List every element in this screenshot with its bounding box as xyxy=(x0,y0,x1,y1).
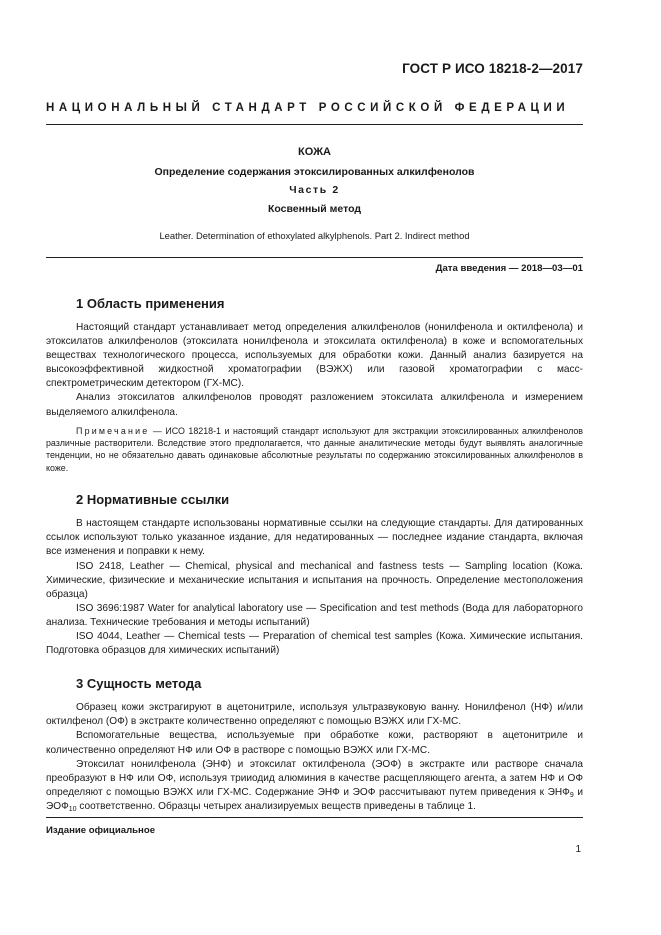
document-title: КОЖА xyxy=(297,146,331,158)
subscript: 9 xyxy=(569,791,574,799)
main-content xyxy=(46,296,583,814)
note-label: Примечание xyxy=(76,425,150,436)
text-run: Этоксилат нонилфенола (ЭНФ) и этоксилат октилфенола (ЭОФ) в экстракте или растворе сначала преобразуют в НФ или ОФ, используя трииодид алюминия в качестве расщепляющего агента, а затем НФ и ОФ определяют с помощью ВЭЖХ или ГХ-МС. Содержание ЭНФ и ЭОФ рассчитывают путем приведения к ЭНФ xyxy=(46,758,583,798)
top-divider xyxy=(46,124,583,125)
note-text: — ИСО 18218-1 и настоящий стандарт используют для экстракции этоксилированных алкилфенолов различные растворители. Вследствие этого предполагается, что данные аналитические методы будут выявлять аналогичные тенденции, но не обязательно давать одинаковые абсолютные результаты по содержанию этоксилированных алкилфенолов в коже. xyxy=(46,425,583,473)
paragraph: Анализ этоксилатов алкилфенолов проводят разложением этоксилата алкилфенола и измерением выделяемого алкилфенола. xyxy=(46,392,583,418)
page-number: 1 xyxy=(575,844,581,855)
document-subtitle: Определение содержания этоксилированных алкилфенолов xyxy=(154,166,475,178)
paragraph xyxy=(46,758,583,814)
section-heading-scope: 1 Область применения xyxy=(76,296,225,311)
paragraph: В настоящем стандарте использованы нормативные ссылки на следующие стандарты. Для датированных ссылок используют только указанное издание, для недатированных — последнее издание стандарта, включая все изменения и поправки к нему. xyxy=(46,518,583,558)
standard-number: ГОСТ Р ИСО 18218-2—2017 xyxy=(402,61,583,76)
national-standard-banner: НАЦИОНАЛЬНЫЙ СТАНДАРТ РОССИЙСКОЙ ФЕДЕРАЦИИ xyxy=(46,102,570,114)
document-method: Косвенный метод xyxy=(267,203,362,215)
english-title: Leather. Determination of ethoxylated alkylphenols. Part 2. Indirect method xyxy=(159,230,470,241)
text-run: и ЭОФ xyxy=(46,786,583,812)
official-edition-label: Издание официальное xyxy=(46,825,156,836)
footer-divider xyxy=(46,817,583,818)
paragraph: Образец кожи экстрагируют в ацетонитриле, используя ультразвуковую ванну. Нонилфенол (НФ) и/или октилфенол (ОФ) в экстракте количественно определяют с помощью ВЭЖХ или ГХ-МС. xyxy=(46,702,583,728)
title-divider xyxy=(46,257,583,258)
reference-item: ISO 2418, Leather — Chemical, physical and mechanical and fastness tests — Sampling location (Кожа. Химические, физические и механические испытания и испытания на прочность. Определение местоположения образца) xyxy=(46,560,583,600)
section-heading-normative-references: 2 Нормативные ссылки xyxy=(76,492,230,508)
effective-date: Дата введения — 2018—03—01 xyxy=(435,263,583,274)
reference-item: ISO 4044, Leather — Chemical tests — Preparation of chemical test samples (Кожа. Химические испытания. Подготовка образцов для химических испытаний) xyxy=(46,631,583,657)
paragraph: Вспомогательные вещества, используемые при обработке кожи, растворяют в ацетонитриле и количественно определяют НФ или ОФ в растворе с помощью ВЭЖХ или ГХ-МС. xyxy=(46,730,583,756)
paragraph: Настоящий стандарт устанавливает метод определения алкилфенолов (нонилфенола и октилфенола) и этоксилатов алкилфенолов (этоксилата нонилфенола и этоксилата октилфенола) в коже и вспомогательных веществах технологического процесса, используемых для обработки кожи. Данный анализ базируется на высокоэффективной жидкостной хроматографии (ВЭЖХ) или газовой хроматографии с масс-спектрометрическим детектором (ГХ-МС). xyxy=(46,322,583,390)
section-heading-method-principle: 3 Сущность метода xyxy=(76,676,202,692)
note-paragraph xyxy=(46,425,583,475)
text-run: соответственно. Образцы четырех анализируемых веществ приведены в таблице 1. xyxy=(76,800,476,812)
reference-item: ISO 3696:1987 Water for analytical laboratory use — Specification and test methods (Вода для лабораторного анализа. Технические требования и методы испытаний) xyxy=(46,602,583,628)
document-part: Часть 2 xyxy=(289,184,340,196)
subscript: 10 xyxy=(68,805,77,813)
